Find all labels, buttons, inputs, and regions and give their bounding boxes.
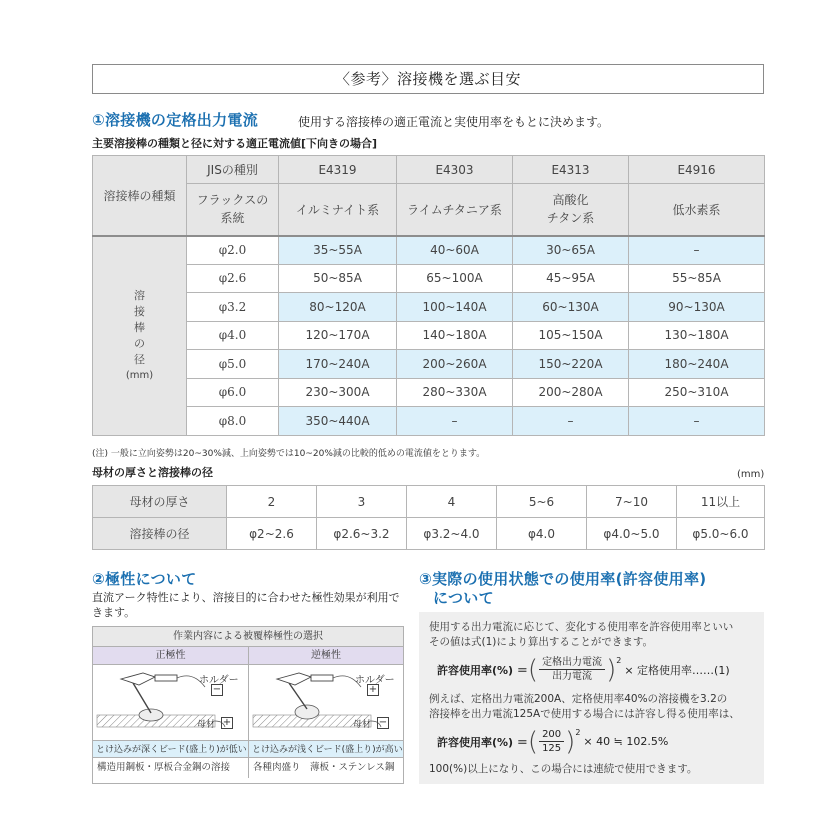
jis-code: E4313 <box>513 156 629 184</box>
current-range-cell: – <box>397 407 513 436</box>
duty-cycle-panel <box>419 612 764 784</box>
current-range-cell: 180~240A <box>629 350 765 379</box>
section3-heading <box>419 570 706 608</box>
diameter-cell: φ8.0 <box>187 407 279 436</box>
diameter-cell: φ4.0 <box>187 321 279 350</box>
welding-illustration <box>93 665 248 740</box>
section1-description: 使用する溶接棒の適正電流と実使用率をもとに決めます。 <box>298 115 610 129</box>
jis-label: JISの種別 <box>187 156 279 184</box>
current-table-caption: 主要溶接棒の種類と径に対する適正電流値[下向きの場合] <box>92 137 378 150</box>
current-range-cell: 130~180A <box>629 321 765 350</box>
side-label-char: 径 <box>134 352 145 366</box>
flux-type: イルミナイト系 <box>279 184 397 236</box>
base-sign: − <box>378 717 388 728</box>
formula-label: 許容使用率(%) ＝ <box>437 735 528 749</box>
current-range-cell: – <box>629 407 765 436</box>
duty-text: 100(%)以上になり、この場合には連続で使用できます。 <box>429 763 698 775</box>
formula-label: 許容使用率(%) ＝ <box>437 663 528 677</box>
duty-text: 例えば、定格出力電流200A、定格使用率40%の溶接機を3.2の <box>429 693 728 705</box>
diameter-cell: φ6.0 <box>187 378 279 407</box>
electrode-diameter-label <box>93 236 187 436</box>
section2-description: 直流アーク特性により、溶接目的に合わせた極性効果が利用できます。 <box>92 591 400 619</box>
diameter-cell: φ5.0~6.0 <box>677 518 765 550</box>
section3-heading-line2: について <box>433 589 494 607</box>
thickness-cell: 2 <box>227 486 317 518</box>
current-range-cell: 230~300A <box>279 378 397 407</box>
diameter-cell: φ2.0 <box>187 236 279 265</box>
current-range-cell: 250~310A <box>629 378 765 407</box>
current-range-cell: 200~280A <box>513 378 629 407</box>
current-range-cell: 80~120A <box>279 293 397 322</box>
flux-type: 高酸化 チタン系 <box>513 184 629 236</box>
polarity-use: 構造用鋼板・厚板合金鋼の溶接 <box>97 762 231 773</box>
paren-close: ) <box>606 654 617 685</box>
thickness-cell: 3 <box>317 486 407 518</box>
diameter-cell: φ3.2~4.0 <box>407 518 497 550</box>
fraction-denominator: 出力電流 <box>552 671 593 682</box>
current-table-row <box>93 350 765 379</box>
polarity-panel <box>92 626 404 784</box>
diameter-cell: φ2.6 <box>187 264 279 293</box>
reverse-polarity-column <box>248 647 403 778</box>
side-label-char: 溶 <box>134 288 145 302</box>
polarity-head: 正極性 <box>93 647 248 665</box>
duty-text: その値は式(1)により算出することができます。 <box>429 636 654 648</box>
holder-label: ホルダー <box>199 675 239 686</box>
duty-formula-example <box>437 728 668 755</box>
formula-tail: × 40 ≒ 102.5% <box>583 735 669 748</box>
current-table-row <box>93 264 765 293</box>
current-table-row <box>93 293 765 322</box>
jis-code: E4319 <box>279 156 397 184</box>
base-label: 母材 <box>353 720 372 730</box>
current-range-cell: 105~150A <box>513 321 629 350</box>
current-table-note: (注) 一般に立向姿勢は20~30%減、上向姿勢では10~20%減の比較的低めの電流値をとります。 <box>92 449 486 459</box>
thickness-row-label: 母材の厚さ <box>93 486 227 518</box>
formula-exponent: 2 <box>616 656 622 665</box>
current-range-cell: 140~180A <box>397 321 513 350</box>
current-range-cell: 200~260A <box>397 350 513 379</box>
current-range-cell: 65~100A <box>397 264 513 293</box>
section1-heading: ①溶接機の定格出力電流 <box>92 111 259 129</box>
jis-code: E4916 <box>629 156 765 184</box>
flux-type: 低水素系 <box>629 184 765 236</box>
current-range-cell: 40~60A <box>397 236 513 265</box>
current-table-row <box>93 236 765 265</box>
diameter-cell: φ2.6~3.2 <box>317 518 407 550</box>
side-label-unit: (mm) <box>125 369 154 381</box>
thickness-cell: 4 <box>407 486 497 518</box>
current-range-cell: 35~55A <box>279 236 397 265</box>
current-range-cell: 55~85A <box>629 264 765 293</box>
diameter-cell: φ5.0 <box>187 350 279 379</box>
formula-fraction <box>539 656 605 683</box>
duty-text: 溶接棒を出力電流125Aで使用する場合には許容し得る使用率は、 <box>429 708 740 720</box>
flux-label: フラックスの 系統 <box>187 184 279 236</box>
paren-open: ( <box>527 726 539 757</box>
page-title: 〈参考〉溶接機を選ぶ目安 <box>92 64 764 94</box>
polarity-head: 逆極性 <box>249 647 403 665</box>
current-range-cell: 60~130A <box>513 293 629 322</box>
current-range-cell: – <box>629 236 765 265</box>
current-range-cell: 280~330A <box>397 378 513 407</box>
current-range-cell: 350~440A <box>279 407 397 436</box>
thickness-cell: 7~10 <box>587 486 677 518</box>
current-range-cell: 100~140A <box>397 293 513 322</box>
current-range-cell: 45~95A <box>513 264 629 293</box>
polarity-use: 各種肉盛り 薄板・ステンレス鋼 <box>253 762 395 773</box>
diameter-cell: φ2~2.6 <box>227 518 317 550</box>
diameter-cell: φ3.2 <box>187 293 279 322</box>
holder-sign: + <box>368 684 378 695</box>
welding-illustration <box>249 665 403 740</box>
formula-exponent: 2 <box>575 728 581 737</box>
duty-text: 使用する出力電流に応じて、変化する使用率を許容使用率といい <box>429 621 734 633</box>
holder-sign: − <box>212 684 222 695</box>
polarity-desc: とけ込みが深くビード(盛上り)が低い <box>93 740 248 758</box>
current-range-cell: 30~65A <box>513 236 629 265</box>
section2-heading: ②極性について <box>92 570 197 588</box>
side-label-char: の <box>134 336 145 350</box>
paren-close: ) <box>565 726 576 757</box>
current-range-cell: – <box>513 407 629 436</box>
base-sign: + <box>222 717 232 728</box>
diameter-cell: φ4.0 <box>497 518 587 550</box>
polarity-desc: とけ込みが浅くビード(盛上り)が高い <box>249 740 403 758</box>
straight-polarity-column <box>93 647 248 778</box>
jis-code: E4303 <box>397 156 513 184</box>
current-range-cell: 150~220A <box>513 350 629 379</box>
fraction-numerator: 200 <box>539 728 564 742</box>
side-label-char: 接 <box>134 304 145 318</box>
side-label-char: 棒 <box>134 320 145 334</box>
thickness-table <box>92 485 765 550</box>
fraction-denominator: 125 <box>542 743 562 754</box>
current-table-row <box>93 407 765 436</box>
current-table <box>92 155 765 436</box>
polarity-panel-title: 作業内容による被覆棒極性の選択 <box>93 627 403 647</box>
fraction-numerator: 定格出力電流 <box>539 656 605 670</box>
base-label: 母材 <box>197 720 216 730</box>
current-range-cell: 120~170A <box>279 321 397 350</box>
flux-type: ライムチタニア系 <box>397 184 513 236</box>
holder-label: ホルダー <box>355 675 395 686</box>
current-table-row <box>93 321 765 350</box>
section3-heading-line1: ③実際の使用状態での使用率(許容使用率) <box>419 570 707 588</box>
thickness-table-caption: 母材の厚さと溶接棒の径 <box>92 466 213 479</box>
electrode-type-label: 溶接棒の種類 <box>93 156 187 236</box>
formula-tail: × 定格使用率……(1) <box>624 663 730 677</box>
thickness-table-unit: (mm) <box>737 469 765 480</box>
formula-fraction <box>539 728 564 755</box>
thickness-cell: 11以上 <box>677 486 765 518</box>
diameter-row-label: 溶接棒の径 <box>93 518 227 550</box>
current-range-cell: 90~130A <box>629 293 765 322</box>
thickness-cell: 5~6 <box>497 486 587 518</box>
duty-formula-general <box>437 656 730 683</box>
current-table-row <box>93 378 765 407</box>
current-range-cell: 170~240A <box>279 350 397 379</box>
paren-open: ( <box>527 654 539 685</box>
diameter-cell: φ4.0~5.0 <box>587 518 677 550</box>
current-range-cell: 50~85A <box>279 264 397 293</box>
